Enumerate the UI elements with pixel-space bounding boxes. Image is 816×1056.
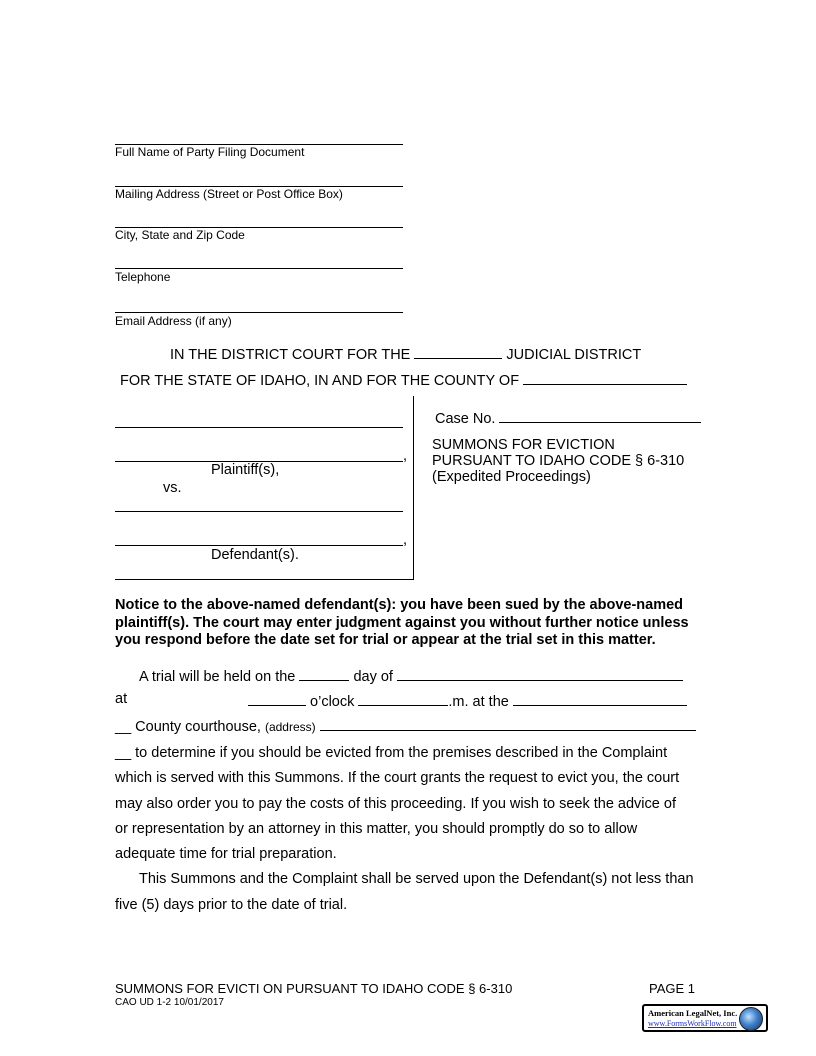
caption-bottom-border — [115, 579, 414, 580]
county-courthouse-label: County courthouse, — [135, 719, 261, 735]
trial-hour-blank[interactable] — [248, 691, 306, 706]
body-line-4: __ to determine if you should be evicted from the premises described in the Complaint — [115, 745, 668, 761]
am-pm-blank[interactable] — [358, 691, 448, 706]
document-title-line-2: PURSUANT TO IDAHO CODE § 6-310 — [432, 453, 685, 469]
footer-page-number: PAGE 1 — [649, 981, 696, 996]
trial-text-1: A trial will be held on the — [139, 669, 296, 685]
body-line-7: or representation by an attorney in this matter, you should promptly do so to allow — [115, 820, 638, 837]
document-title — [432, 437, 684, 485]
notice-line-1: Notice to the above-named defendant(s): you have been sued by the above-named — [115, 597, 684, 613]
name-label: Full Name of Party Filing Document — [115, 145, 305, 159]
logo-website-link[interactable]: www.FormsWorkFlow.com — [648, 1019, 737, 1028]
body-line-6: may also order you to pay the costs of this proceeding. If you wish to seek the advice of — [115, 795, 676, 812]
body-line-8: adequate time for trial preparation. — [115, 846, 337, 863]
defendant-line-1[interactable] — [115, 511, 403, 512]
american-legalnet-logo[interactable] — [642, 1004, 768, 1032]
courthouse-address-blank[interactable] — [320, 716, 696, 731]
defendant-line-2[interactable] — [115, 545, 403, 546]
case-number-label: Case No. — [435, 411, 496, 427]
trial-time-row — [248, 691, 687, 710]
oclock-label: o’clock — [310, 694, 355, 710]
case-number-row — [435, 408, 701, 427]
vs-label: vs. — [163, 480, 182, 496]
court-line-2 — [120, 370, 687, 389]
footer-title: SUMMONS FOR EVICTI ON PURSUANT TO IDAHO CODE § 6-310 — [115, 981, 513, 996]
county-name-blank[interactable] — [523, 370, 687, 385]
email-line[interactable] — [115, 312, 403, 313]
city-state-zip-label: City, State and Zip Code — [115, 228, 245, 242]
notice-paragraph — [115, 597, 689, 650]
county-prefix: __ — [115, 719, 132, 735]
notice-line-2: plaintiff(s). The court may enter judgment against you without further notice unless — [115, 614, 689, 631]
telephone-label: Telephone — [115, 270, 171, 284]
telephone-line[interactable] — [115, 268, 403, 269]
courthouse-location-blank[interactable] — [513, 691, 687, 706]
body-paragraph — [115, 741, 694, 918]
caption-vertical-divider — [413, 396, 414, 580]
body-line-5: which is served with this Summons. If the court grants the request to evict you, the court — [115, 770, 680, 787]
court-line-1 — [170, 344, 641, 363]
defendant-label: Defendant(s). — [211, 547, 299, 563]
logo-company-name: American LegalNet, Inc. — [648, 1008, 738, 1018]
district-number-blank[interactable] — [414, 344, 502, 359]
mailing-address-label: Mailing Address (Street or Post Office Box) — [115, 187, 343, 201]
m-at-the-label: .m. at the — [448, 694, 509, 710]
court-line-1-prefix: IN THE DISTRICT COURT FOR THE — [170, 347, 411, 363]
document-title-line-1: SUMMONS FOR EVICTION — [432, 437, 615, 453]
defendant-comma: , — [403, 532, 408, 548]
trial-month-blank[interactable] — [397, 666, 683, 681]
globe-icon — [739, 1007, 763, 1031]
notice-line-3: you respond before the date set for trial or appear at the trial set in this matter. — [115, 632, 656, 648]
plaintiff-comma: , — [403, 448, 408, 464]
email-label: Email Address (if any) — [115, 314, 232, 328]
case-number-blank[interactable] — [499, 408, 701, 423]
court-line-1-suffix: JUDICIAL DISTRICT — [506, 347, 642, 363]
plaintiff-label: Plaintiff(s), — [211, 462, 280, 478]
court-line-2-text: FOR THE STATE OF IDAHO, IN AND FOR THE COUNTY OF — [120, 373, 520, 389]
county-courthouse-row — [115, 716, 696, 735]
at-label: at — [115, 691, 128, 707]
trial-date-row — [139, 666, 683, 685]
body-line-10: five (5) days prior to the date of trial. — [115, 896, 348, 913]
trial-text-2: day of — [353, 669, 393, 685]
body-line-9: This Summons and the Complaint shall be served upon the Defendant(s) not less than — [139, 871, 694, 888]
address-label: (address) — [264, 720, 316, 734]
footer-form-id: CAO UD 1-2 10/01/2017 — [115, 997, 224, 1008]
plaintiff-line-1[interactable] — [115, 427, 403, 428]
document-title-line-3: (Expedited Proceedings) — [432, 469, 591, 485]
trial-day-blank[interactable] — [299, 666, 349, 681]
